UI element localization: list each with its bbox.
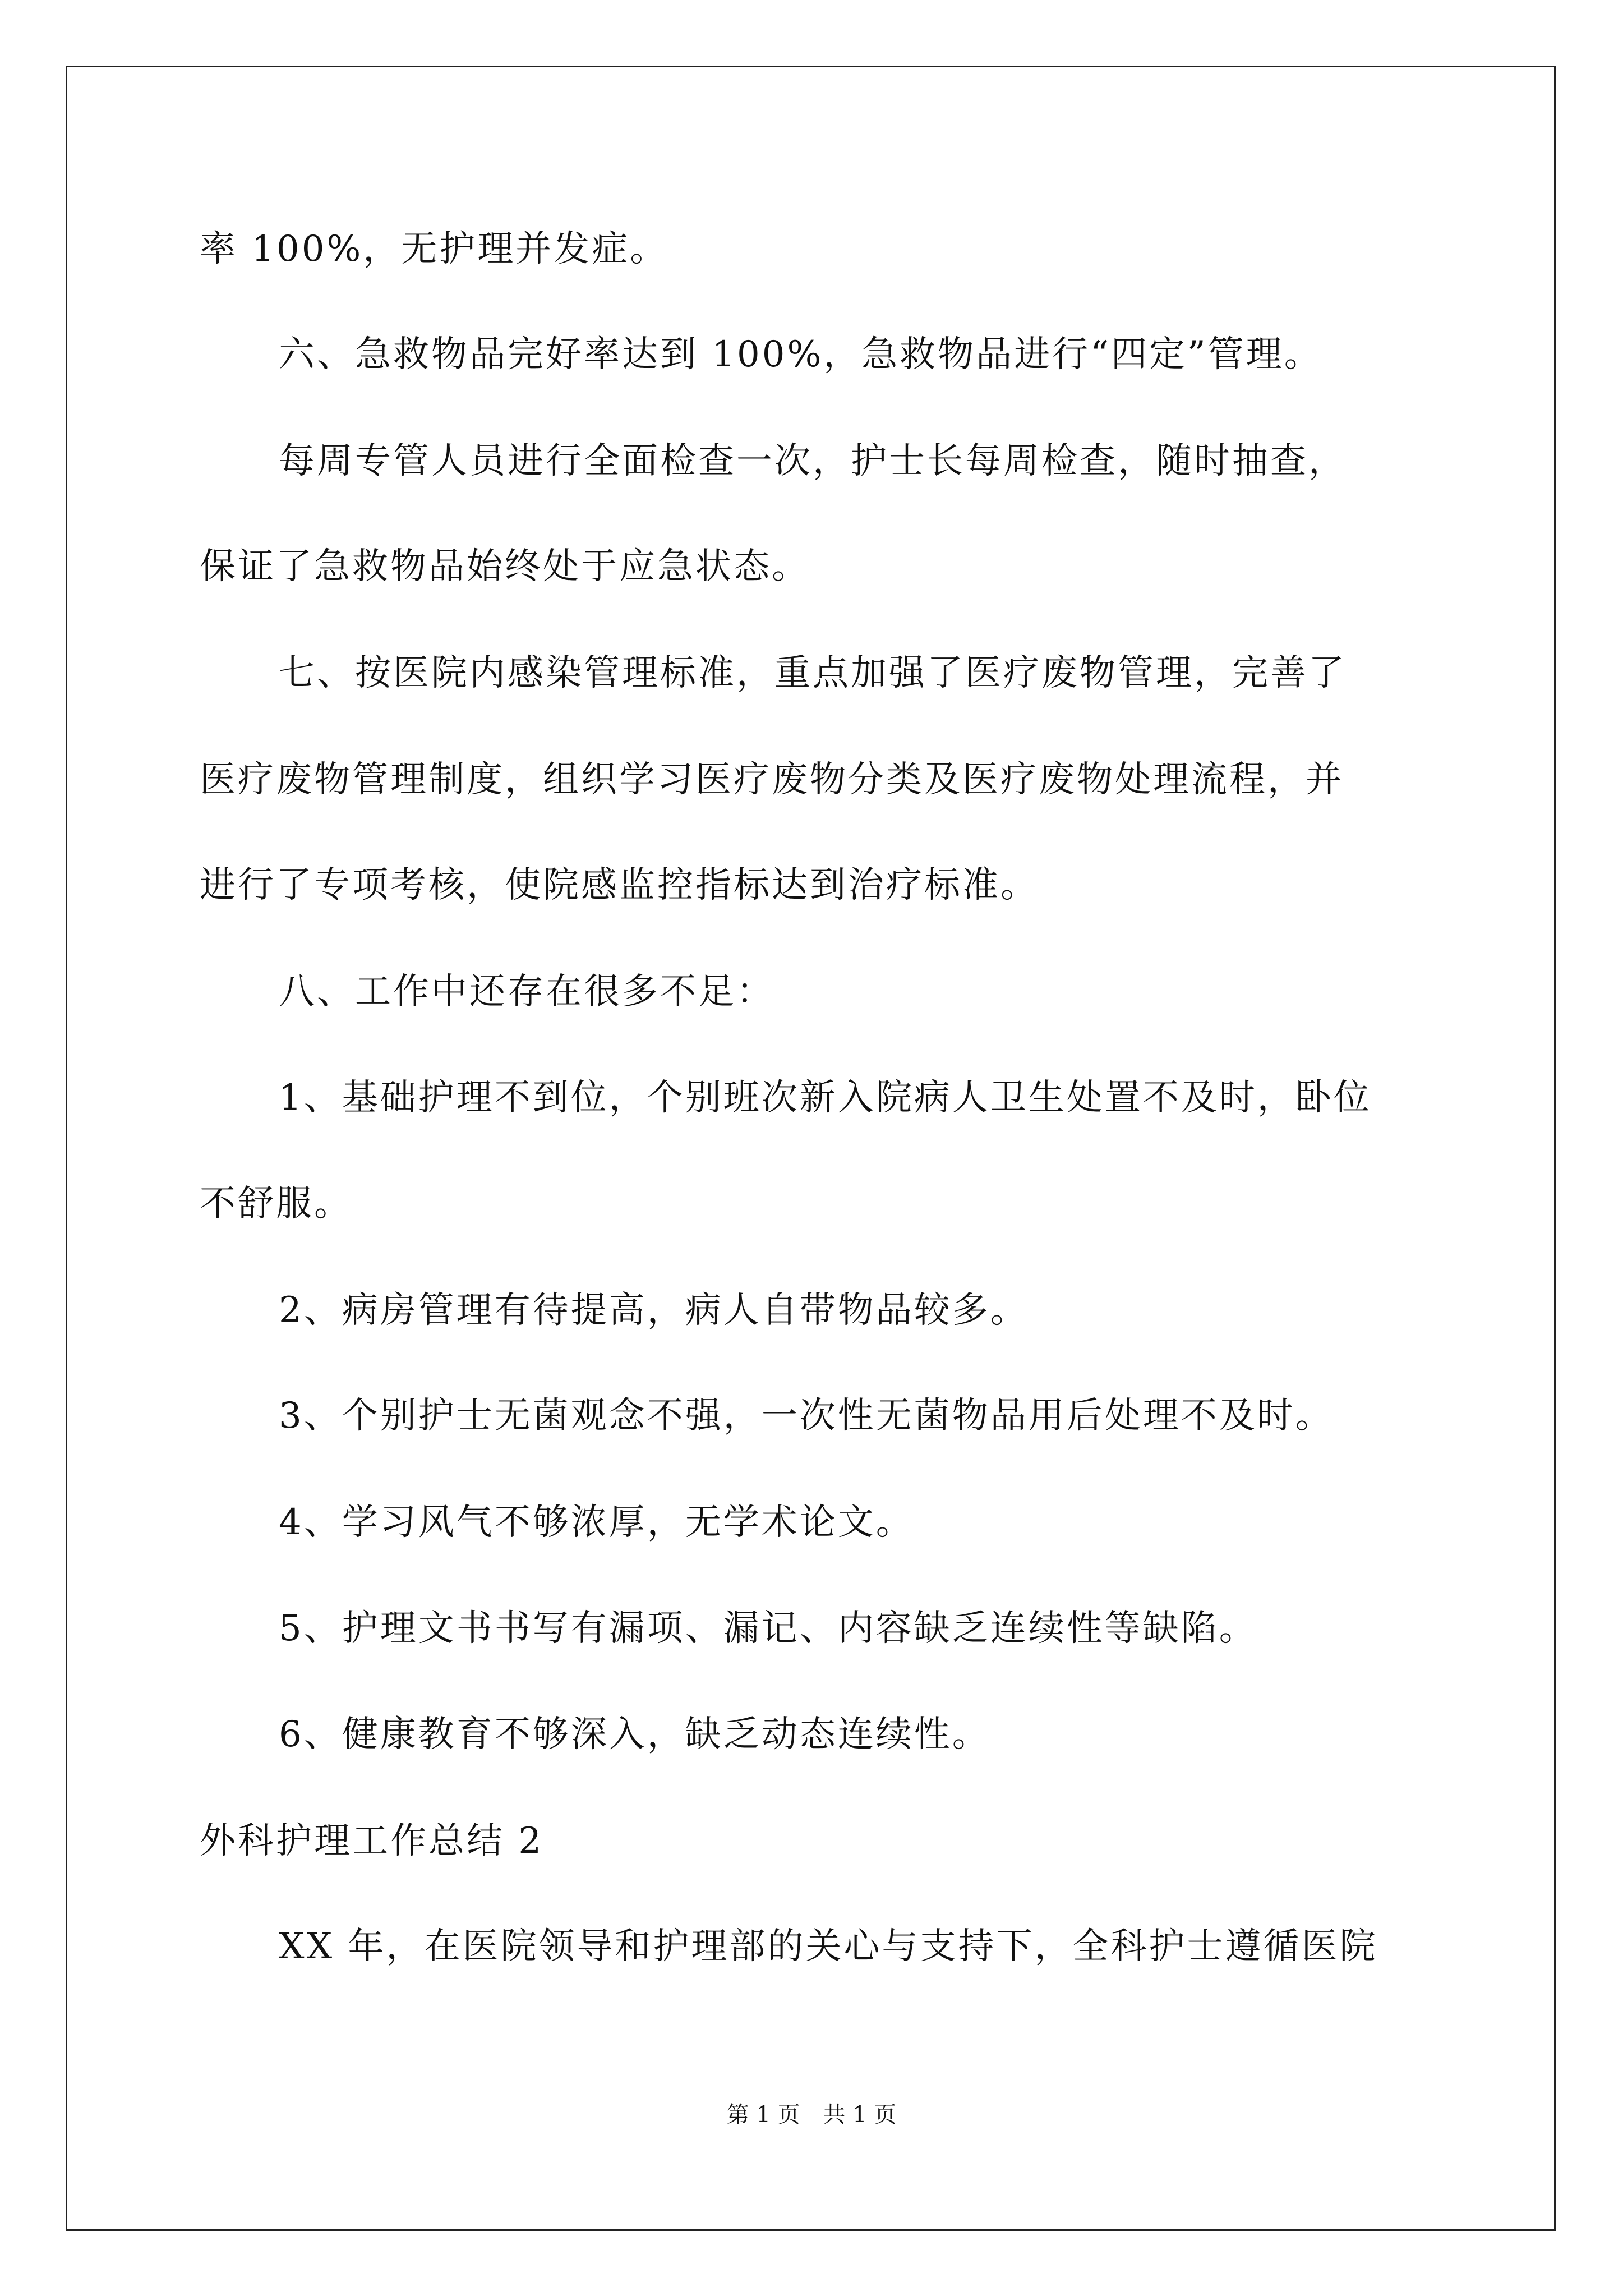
section-heading: 外科护理工作总结 2 xyxy=(200,1820,544,1862)
text-line: 3、个别护士无菌观念不强，一次性无菌物品用后处理不及时。 xyxy=(279,1395,1334,1437)
text-line: 七、按医院内感染管理标准，重点加强了医疗废物管理，完善了 xyxy=(279,652,1347,694)
text-line: 保证了急救物品始终处于应急状态。 xyxy=(200,546,810,587)
text-line: 八、工作中还存在很多不足： xyxy=(279,971,774,1013)
text-line: 医疗废物管理制度，组织学习医疗废物分类及医疗废物处理流程，并 xyxy=(200,759,1344,800)
text-line: 每周专管人员进行全面检查一次，护士长每周检查，随时抽查， xyxy=(279,440,1347,482)
text-line: 不舒服。 xyxy=(200,1183,352,1225)
page-number: 第 1 页 xyxy=(726,2102,800,2128)
text-line: 2、病房管理有待提高，病人自带物品较多。 xyxy=(279,1290,1029,1331)
text-line: 六、急救物品完好率达到 100%，急救物品进行“四定”管理。 xyxy=(279,334,1322,375)
text-line: 5、护理文书书写有漏项、漏记、内容缺乏连续性等缺陷。 xyxy=(279,1608,1257,1649)
text-line: XX 年，在医院领导和护理部的关心与支持下，全科护士遵循医院 xyxy=(279,1926,1378,1967)
text-line: 1、基础护理不到位，个别班次新入院病人卫生处置不及时，卧位 xyxy=(279,1077,1372,1119)
text-line: 进行了专项考核，使院感监控指标达到治疗标准。 xyxy=(200,864,1039,906)
text-line: 率 100%，无护理并发症。 xyxy=(200,228,668,270)
text-line: 4、学习风气不够浓厚，无学术论文。 xyxy=(279,1502,914,1543)
page-footer xyxy=(0,2099,1623,2131)
page-border xyxy=(66,66,1556,2231)
page-total: 共 1 页 xyxy=(823,2102,897,2128)
text-line: 6、健康教育不够深入，缺乏动态连续性。 xyxy=(279,1714,990,1755)
